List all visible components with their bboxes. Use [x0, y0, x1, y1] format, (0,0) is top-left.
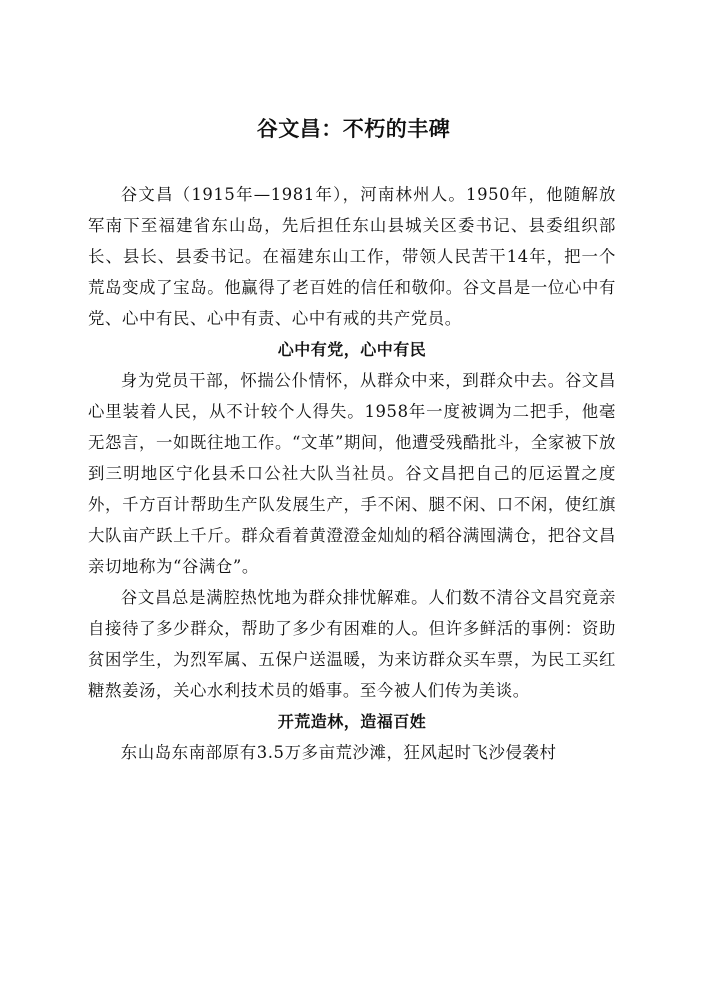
section-paragraph-sand: 东山岛东南部原有3.5万多亩荒沙滩，狂风起时飞沙侵袭村	[120, 743, 557, 762]
section-heading-party-people: 心中有党，心中有民	[277, 340, 427, 359]
section-heading-afforestation: 开荒造林，造福百姓	[277, 712, 427, 731]
intro-paragraph: 谷文昌（1915年—1981年），河南林州人。1950年，他随解放军南下至福建省东山岛，先后担任东山县城关区委书记、县委组织部长、县长、县委书记。在福建东山工作，带领人民苦干14年，把一个荒岛变成了宝岛。他赢得了老百姓的信任和敬仰。谷文昌是一位心中有党、心中有民、心中有责、心中有戒的共产党员。	[88, 185, 616, 328]
section-paragraph-servant: 身为党员干部，怀揣公仆情怀，从群众中来，到群众中去。谷文昌心里装着人民，从不计较个人得失。1958年一度被调为二把手，他毫无怨言，一如既往地工作。“文革”期间，他遭受残酷批斗，全家被下放到三明地区宁化县禾口公社大队当社员。谷文昌把自己的厄运置之度外，千方百计帮助生产队发展生产，手不闲、腿不闲、口不闲，使红旗大队亩产跃上千斤。群众看着黄澄澄金灿灿的稻谷满囤满仓，把谷文昌亲切地称为“谷满仓”。	[88, 371, 616, 576]
section-paragraph-help: 谷文昌总是满腔热忱地为群众排忧解难。人们数不清谷文昌究竟亲自接待了多少群众，帮助了多少有困难的人。但许多鲜活的事例：资助贫困学生，为烈军属、五保户送温暖，为来访群众买车票，为民工买红糖熬姜汤，关心水利技术员的婚事。至今被人们传为美谈。	[88, 588, 616, 700]
document-title: 谷文昌：不朽的丰碑	[256, 117, 451, 141]
document-body	[88, 179, 616, 768]
